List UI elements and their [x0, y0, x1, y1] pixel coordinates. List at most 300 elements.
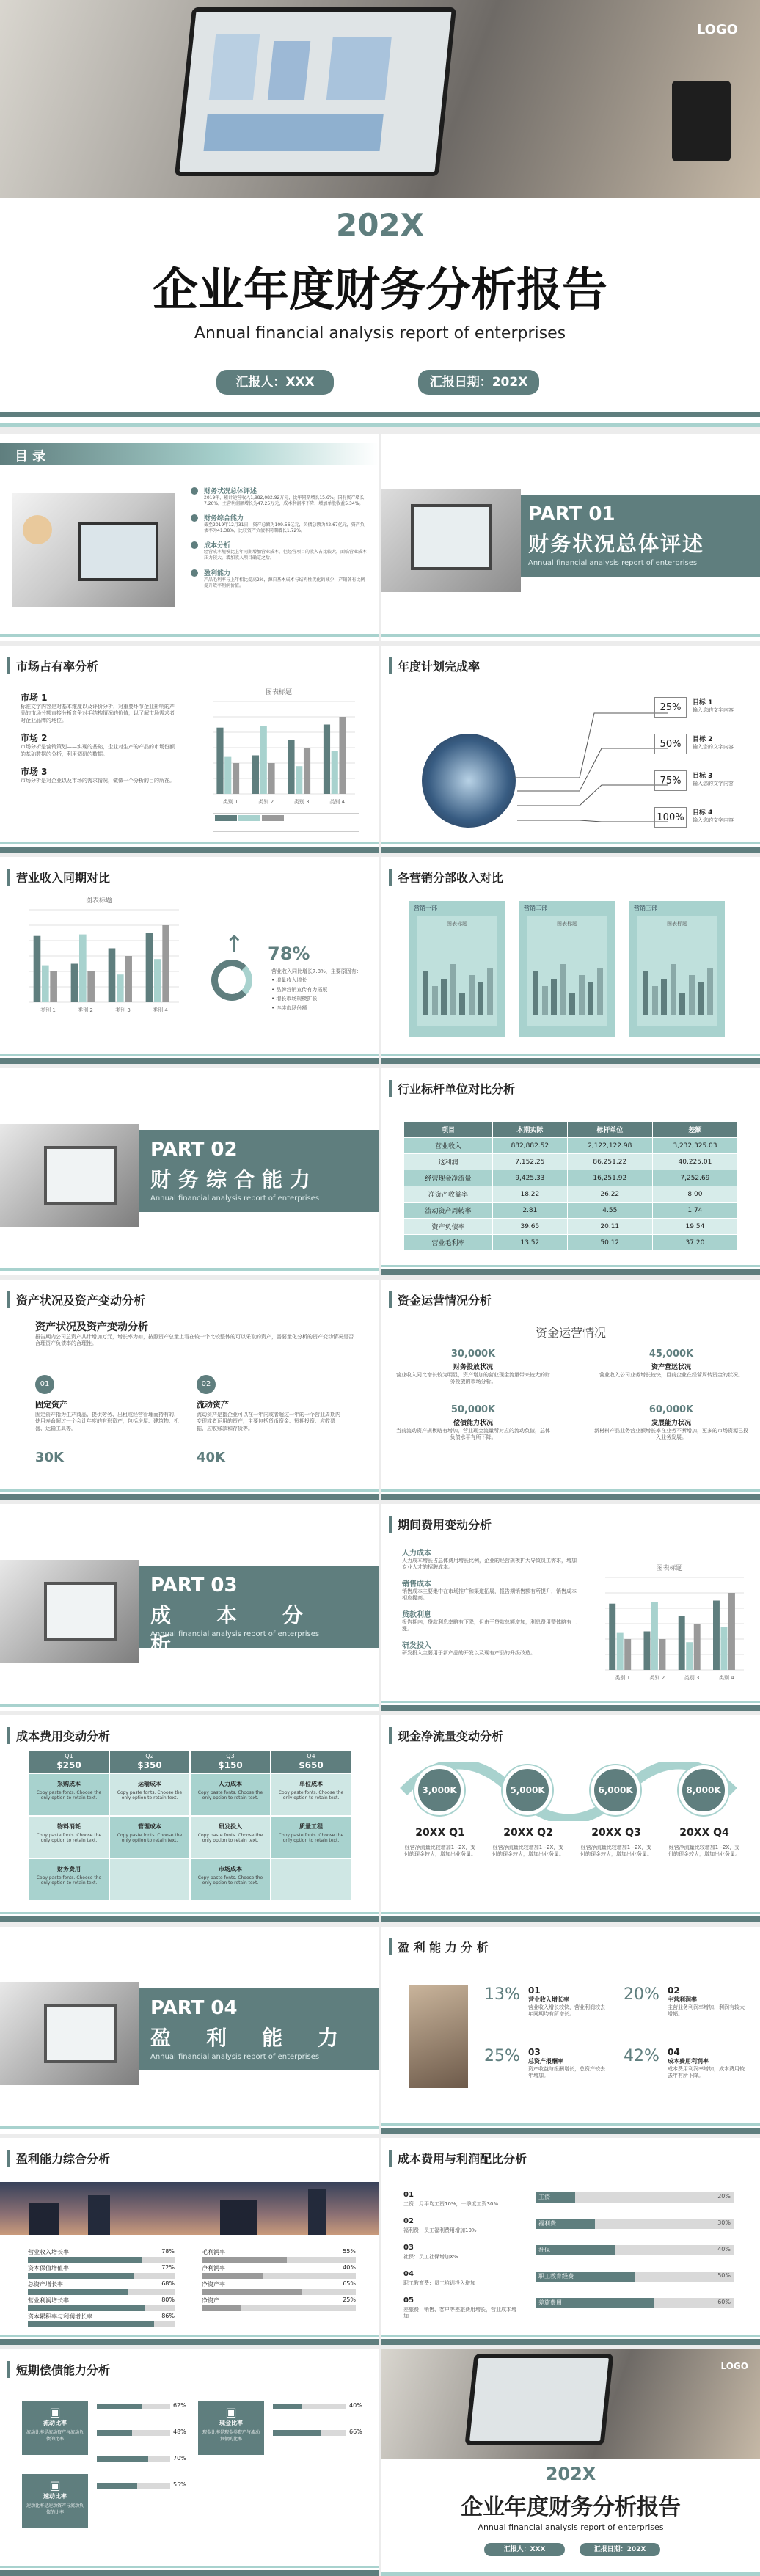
short-bar [273, 2404, 346, 2409]
cover-slide [0, 0, 760, 427]
cp-desc: 差旅费：销售、客户等差旅费用增长，营业成本增加 [403, 2307, 516, 2320]
table-cell: 18.22 [493, 1186, 568, 1203]
part01-en: Annual financial analysis report of enterprises [528, 559, 698, 567]
cost-cell-desc: Copy paste fonts. Choose the only option to retain text. [36, 1833, 102, 1843]
cp-bar-pct: 20% [717, 2193, 731, 2200]
fund-desc: 营业收入公司业务增长较快，目前企业在经营周转资金的状况。 [599, 1372, 743, 1378]
dept-bar [652, 986, 658, 1015]
chart-bar [324, 725, 330, 795]
cost-quarter-value: $350 [137, 1760, 162, 1770]
profit-pct: 25% [484, 2047, 520, 2065]
cp-desc: 工资：月平均工资10%，一季度工资30% [403, 2201, 499, 2207]
revenue-slide [0, 857, 379, 1064]
dept-bar [432, 986, 438, 1015]
chart-tick-label: 类别 2 [78, 1007, 93, 1013]
table-header-cell: 项目 [404, 1122, 493, 1138]
plan-goal-desc: 输入您的文字内容 [693, 707, 734, 713]
short-box [22, 2474, 88, 2528]
cp-bar-label: 工资 [538, 2194, 550, 2200]
asset-number: 02 [197, 1375, 216, 1394]
plan-item [654, 734, 757, 770]
chart-bar [679, 1616, 685, 1671]
progress-fill [202, 2289, 302, 2295]
plan-goal-title: 目标 2 [693, 736, 713, 743]
chart-bar [252, 756, 259, 795]
chart-tick-label: 类别 1 [222, 799, 238, 805]
table-cell: 7,152.25 [493, 1154, 568, 1170]
dept-bar [588, 982, 593, 1015]
chart-bar [694, 1624, 701, 1670]
table-cell: 39.65 [493, 1219, 568, 1235]
progress-bar [28, 2305, 175, 2311]
table-cell: 16,251.92 [567, 1170, 652, 1186]
cost-cell-title: 质量工程 [299, 1823, 323, 1830]
cover-reporter: 汇报人：XXX [216, 370, 334, 395]
revenue-note: • 增长市场规模扩张 [271, 996, 318, 1002]
chart-bar [713, 1601, 720, 1671]
short-bar-fill [97, 2430, 132, 2436]
costProfit-slide [381, 2138, 760, 2345]
progress-label: 资本累积率与利润增长率 [28, 2313, 92, 2320]
cost-cell [191, 1817, 270, 1858]
bench-slide [381, 1068, 760, 1275]
cash-quarter: 20XX Q2 [503, 1827, 553, 1839]
fund-title: 财务投放状况 [453, 1364, 493, 1371]
chart-bar [87, 971, 95, 1002]
chart-bar [332, 751, 338, 794]
cash-quarter: 20XX Q1 [415, 1827, 465, 1839]
toc-item-desc: 截至2019年12月31日，资产总额为109.56亿元，负债总额为42.67亿元，资产负债率为41.38%，比较资产负债率同期增长1.72%。 [204, 522, 365, 534]
table-cell: 7,252.69 [652, 1170, 737, 1186]
chart-tick-label: 类别 2 [258, 799, 274, 805]
cash-slide [381, 1715, 760, 1922]
short-bar [273, 2430, 346, 2436]
chart-bar [125, 956, 132, 1002]
cash-circle: 8,000K [679, 1765, 728, 1815]
table-cell: 3,232,325.03 [652, 1138, 737, 1154]
toc-item [191, 513, 367, 534]
cover-photo [0, 0, 760, 198]
bench-table [403, 1121, 738, 1251]
cash-circle: 5,000K [503, 1765, 552, 1815]
table-cell: 26.22 [567, 1186, 652, 1203]
cp-bar-pct: 50% [717, 2272, 731, 2279]
revenue-note: 营业收入同比增长7.8%，主要原因有： [271, 968, 362, 974]
dept-card-head: 营销一部 [414, 905, 437, 911]
assets-sub: 资产状况及资产变动分析 [35, 1321, 148, 1333]
cash-title: 现金净流量变动分析 [389, 1727, 503, 1744]
progress-bar [202, 2305, 356, 2311]
funds-title: 资金运营情况分析 [389, 1291, 492, 1308]
cost-cell [110, 1859, 189, 1900]
profit-num: 04 [668, 2047, 680, 2057]
dept-bar [441, 979, 447, 1015]
dept-bar [478, 982, 483, 1015]
toc-slide [0, 434, 379, 641]
dept-bar [450, 964, 456, 1015]
plan-goal-desc: 输入您的文字内容 [693, 744, 734, 750]
dept-chart [417, 916, 497, 1026]
dept-card-head: 营销三部 [634, 905, 657, 911]
end-subtitle: Annual financial analysis report of enterprises [478, 2522, 664, 2532]
plan-item [654, 807, 757, 844]
period-item [402, 1577, 578, 1602]
progress-value: 25% [343, 2296, 356, 2303]
plan-title: 年度计划完成率 [389, 657, 480, 674]
revenue-note: • 连续市场份额 [271, 1004, 307, 1011]
plan-pct: 25% [654, 697, 687, 718]
market-item-title: 市场 3 [21, 767, 48, 778]
profitA-slide [381, 1927, 760, 2134]
progress-row [28, 2313, 175, 2329]
progress-bar [202, 2289, 356, 2295]
period-item-title: 研发投入 [402, 1641, 431, 1650]
short-bar [97, 2483, 170, 2489]
profitA-title: 盈 利 能 力 分 析 [389, 1938, 489, 1955]
progress-value: 55% [343, 2248, 356, 2255]
cp-bar-label: 职工教育经费 [538, 2273, 574, 2280]
revenue-chart-title: 图表标题 [85, 897, 112, 905]
chart-bar [233, 763, 239, 794]
chart-tick-label: 类别 3 [115, 1007, 131, 1013]
progress-label: 净资产 [202, 2297, 219, 2304]
chart-bar [304, 748, 310, 794]
cp-num: 04 [403, 2270, 414, 2278]
part03-name: 成本分析 [150, 1603, 349, 1657]
progress-fill [28, 2257, 142, 2263]
dept-bar [560, 964, 566, 1015]
part03-slide [0, 1504, 379, 1711]
end-title: 企业年度财务分析报告 [461, 2495, 681, 2520]
profit-item-desc: 主营业务利润率增加，利润有较大增幅。 [668, 2004, 745, 2018]
cp-bar [536, 2272, 734, 2282]
cp-num: 02 [403, 2217, 414, 2225]
fund-value: 30,000K [450, 1349, 496, 1360]
part02-slide [0, 1068, 379, 1275]
progress-row [28, 2248, 175, 2264]
cost-cell-desc: Copy paste fonts. Choose the only option to retain text. [117, 1790, 183, 1800]
part03-en: Annual financial analysis report of enterprises [150, 1630, 320, 1638]
dept-card [409, 901, 505, 1037]
part03-label: PART 03 [150, 1575, 238, 1597]
period-chart [591, 1573, 748, 1683]
cost-cell [29, 1859, 109, 1900]
market-item [21, 765, 178, 784]
toc-item [191, 540, 367, 561]
profitC-title: 盈利能力综合分析 [7, 2150, 110, 2167]
arrow-up-icon: ↑ [224, 930, 244, 958]
progress-value: 40% [343, 2264, 356, 2271]
cash-desc: 经营净流量比较增加1~2X，支付的现金较大，增加出业务量。 [492, 1845, 564, 1858]
cost-quarter: Q1 [29, 1751, 109, 1773]
dept-chart-title: 图表标题 [557, 921, 577, 927]
cost-cell [271, 1774, 351, 1815]
progress-fill [28, 2289, 128, 2295]
toc-item-title: 财务综合能力 [204, 515, 244, 523]
chart-bar [296, 766, 302, 794]
progress-row [28, 2280, 175, 2296]
plan-goal-desc: 输入您的文字内容 [693, 781, 734, 787]
short-bar [97, 2430, 170, 2436]
profit-pct: 20% [624, 1985, 659, 2004]
short-box-title: 流动比率 [43, 2420, 67, 2426]
table-header-cell: 本期实际 [493, 1122, 568, 1138]
chart-bar [339, 717, 346, 794]
asset-desc: 固定资产指为生产商品、提供劳务、出租或经营管理而持有的，使用寿命超过一个会计年度的有形资产，包括房屋、建筑物、机器、运输工具等。 [35, 1412, 179, 1431]
cost-cell-title: 市场成本 [219, 1866, 242, 1872]
short-bar-fill [273, 2404, 302, 2409]
progress-bar [202, 2273, 356, 2279]
plan-pct: 75% [654, 770, 687, 791]
dept-bar [469, 975, 475, 1015]
table-row [404, 1138, 738, 1154]
chart-bar [50, 971, 57, 1002]
progress-row [28, 2296, 175, 2313]
fund-desc: 新材料产品业务营业额增长率在业务不断增加，更多的市场资源已投入业务发展。 [594, 1428, 748, 1441]
cost-cell [191, 1774, 270, 1815]
short-bar-fill [97, 2404, 142, 2409]
progress-value: 86% [161, 2313, 175, 2319]
short-bar-pct: 40% [349, 2402, 362, 2409]
toc-item-desc: 经营成本规模比上年同期增加营业成本，但经营项目的收入占比较大，面临营业成本压力较大，增加收入项目确定之后。 [204, 550, 368, 561]
toc-item [191, 568, 367, 589]
table-cell: 13.52 [493, 1235, 568, 1251]
funds-sub: 资金运营情况 [535, 1326, 606, 1340]
cost-cell-title: 采购成本 [57, 1781, 81, 1787]
short-bar [97, 2456, 170, 2462]
cost-cell [271, 1859, 351, 1900]
dept-bar [679, 993, 685, 1015]
short-box [198, 2401, 264, 2455]
progress-label: 净资产率 [202, 2281, 225, 2288]
profit-item-title: 主营利润率 [668, 1996, 697, 2003]
table-cell: 40,225.01 [652, 1154, 737, 1170]
plan-goal-title: 目标 3 [693, 773, 713, 780]
table-cell: 882,882.52 [493, 1138, 568, 1154]
bench-title: 行业标杆单位对比分析 [389, 1080, 515, 1097]
cp-bar-label: 差旅费用 [538, 2299, 562, 2306]
progress-label: 总资产增长率 [28, 2281, 63, 2288]
short-bar-pct: 70% [173, 2455, 186, 2462]
short-bar-pct: 48% [173, 2429, 186, 2435]
short-bar-pct: 55% [173, 2481, 186, 2488]
dept-bar [459, 993, 465, 1015]
fund-value: 45,000K [648, 1349, 694, 1360]
dept-bar [487, 968, 493, 1015]
toc-title: 目 录 [15, 449, 46, 464]
profit-item-title: 成本费用利润率 [668, 2058, 709, 2065]
chart-bar [651, 1602, 658, 1670]
chart-bar [71, 964, 78, 1003]
plan-goal-title: 目标 1 [693, 699, 713, 707]
progress-value: 68% [161, 2280, 175, 2287]
chart-bar [117, 974, 124, 1002]
short-box-icon: ▣ [225, 2405, 237, 2419]
chart-tick-label: 类别 3 [293, 799, 310, 805]
profit-item-title: 总资产报酬率 [528, 2058, 563, 2065]
funds-slide [381, 1280, 760, 1500]
cost-cell-title: 研发投入 [219, 1823, 242, 1830]
asset-desc: 流动资产是指企业可以在一年内或者超过一年的一个营业周期内变现或者运用的资产，主要包括货币资金、短期投资、应收票据、应收账款和存货等。 [197, 1412, 340, 1431]
chart-tick-label: 类别 1 [40, 1007, 56, 1013]
period-item-desc: 报告期内，贷款利息率略有下降，但由于贷款总额增加，利息费用整体略有上涨。 [402, 1619, 577, 1632]
short-box-desc: 速动比率是速动资产与流动负债的比率 [26, 2503, 84, 2515]
progress-bar [28, 2257, 175, 2263]
progress-fill [28, 2273, 134, 2279]
chart-bar [109, 949, 116, 1003]
table-header-cell: 标杆单位 [567, 1122, 652, 1138]
part02-en: Annual financial analysis report of enterprises [150, 1194, 320, 1203]
dept-bar [689, 975, 695, 1015]
chart-bar [686, 1642, 693, 1670]
profit-item-desc: 成本费用利润率增加，成本费用较去年有所下降。 [668, 2066, 745, 2079]
cost-quarter: Q4 [271, 1751, 351, 1773]
asset-value: 30K [35, 1450, 64, 1465]
toc-item-title: 盈利能力 [204, 569, 231, 577]
cost-quarter: Q2 [110, 1751, 189, 1773]
table-cell: 8.00 [652, 1186, 737, 1203]
revenue-chart [15, 905, 183, 1015]
period-item [402, 1547, 578, 1572]
cp-bar-label: 社保 [538, 2247, 550, 2253]
table-cell: 这利润 [404, 1154, 493, 1170]
table-cell: 20.11 [567, 1219, 652, 1235]
cover-date: 汇报日期：202X [418, 370, 539, 395]
period-slide [381, 1504, 760, 1711]
revenue-pct: 78% [268, 944, 310, 964]
progress-label: 营业利润增长率 [28, 2297, 69, 2304]
cost-cell-title: 物料消耗 [57, 1823, 81, 1830]
period-item-title: 人力成本 [402, 1550, 431, 1558]
toc-bullet-icon [191, 541, 198, 549]
cost-cell [191, 1859, 270, 1900]
revenue-title: 营业收入同期对比 [7, 869, 110, 886]
chart-bar [288, 740, 294, 795]
part04-name: 盈利能力 [150, 2026, 374, 2050]
growth-ring [211, 960, 252, 1001]
table-cell: 19.54 [652, 1219, 737, 1235]
dept-chart [637, 916, 717, 1026]
dept-bar [661, 979, 667, 1015]
cover-subtitle: Annual financial analysis report of enterprises [194, 324, 566, 343]
chart-bar [617, 1633, 624, 1670]
chart-tick-label: 类别 4 [719, 1675, 734, 1681]
chart-bar [659, 1639, 666, 1670]
period-chart-title: 图表标题 [656, 1565, 683, 1572]
short-box-desc: 流动比率是流动资产与流动负债的比率 [26, 2430, 84, 2442]
profit-item-desc: 资产收益与报酬增长，总资产较去年增加。 [528, 2066, 605, 2079]
part02-label: PART 02 [150, 1139, 238, 1161]
fund-title: 偿债能力状况 [453, 1420, 493, 1427]
toc-bullet-icon [191, 487, 198, 495]
cost-cell-title: 财务费用 [57, 1866, 81, 1872]
cp-desc: 职工教育费：员工培训投入增加 [403, 2280, 475, 2286]
cash-quarter: 20XX Q3 [591, 1827, 641, 1839]
cash-circle: 3,000K [414, 1765, 464, 1815]
market-chart-title: 图表标题 [265, 689, 292, 696]
market-title: 市场占有率分析 [7, 657, 98, 674]
dept-bar [707, 968, 713, 1015]
assets-slide [0, 1280, 379, 1500]
period-item-desc: 销售成本主要集中在市场推广和渠道拓展，报告期销售额有所提升，销售成本相应提高。 [402, 1588, 577, 1602]
short-bar-fill [273, 2430, 321, 2436]
cost-quarter-value: $150 [218, 1760, 243, 1770]
dept-bar [671, 964, 676, 1015]
cost-cell [29, 1774, 109, 1815]
progress-value: 65% [343, 2280, 356, 2287]
part04-slide [0, 1927, 379, 2134]
short-bar-pct: 62% [173, 2402, 186, 2409]
part01-slide [381, 434, 760, 641]
table-cell: 净资产收益率 [404, 1186, 493, 1203]
cp-bar [536, 2245, 734, 2255]
progress-fill [202, 2305, 241, 2311]
cost-cell [29, 1817, 109, 1858]
progress-bar [28, 2289, 175, 2295]
profit-pct: 42% [624, 2047, 659, 2065]
cost-cell [110, 1774, 189, 1815]
dept-bar [569, 993, 575, 1015]
table-cell: 86,251.22 [567, 1154, 652, 1170]
progress-fill [202, 2257, 287, 2263]
progress-bar [28, 2273, 175, 2279]
chart-tick-label: 类别 2 [649, 1675, 665, 1681]
cp-bar [536, 2298, 734, 2308]
dept-bar [597, 968, 603, 1015]
dept-bar [542, 986, 548, 1015]
table-cell: 营业收入 [404, 1138, 493, 1154]
end-logo: LOGO [720, 2361, 748, 2371]
toc-item [191, 486, 367, 507]
table-row [404, 1219, 738, 1235]
cost-slide [0, 1715, 379, 1922]
chart-bar [224, 757, 231, 794]
cp-bar-pct: 30% [717, 2219, 731, 2226]
dept-card-head: 营销二部 [524, 905, 547, 911]
profit-num: 02 [668, 1985, 680, 1996]
progress-label: 毛利润率 [202, 2249, 225, 2255]
cost-cell-desc: Copy paste fonts. Choose the only option to retain text. [197, 1833, 263, 1843]
cash-desc: 经营净流量比较增加1~2X，支付的现金较大，增加出业务量。 [404, 1845, 476, 1858]
cost-cell-desc: Copy paste fonts. Choose the only option to retain text. [36, 1875, 102, 1886]
period-item-desc: 人力成本增长占总体费用增长比例，企业的经营规模扩大导致员工需求，增加专业人才的招聘成本。 [402, 1558, 577, 1571]
progress-fill [202, 2273, 263, 2279]
chart-bar [268, 763, 274, 794]
plan-item [654, 697, 757, 734]
part01-label: PART 01 [528, 503, 615, 525]
market-slide [0, 646, 379, 853]
period-title: 期间费用变动分析 [389, 1516, 492, 1533]
short-box-icon: ▣ [49, 2405, 61, 2419]
fund-title: 资产营运状况 [651, 1364, 691, 1371]
cp-num: 03 [403, 2244, 414, 2252]
table-cell: 营业毛利率 [404, 1235, 493, 1251]
profit-item-title: 营业收入增长率 [528, 1996, 569, 2003]
table-header-row [404, 1122, 738, 1138]
tablet-image [175, 7, 456, 176]
part01-name: 财务状况总体评述 [528, 532, 705, 556]
fund-title: 发展能力状况 [651, 1420, 691, 1427]
profit-item-desc: 营业收入增长较快，营业利润较去年同期均有所增长。 [528, 2004, 605, 2018]
plan-goal-desc: 输入您的文字内容 [693, 817, 734, 823]
dept-bar [533, 971, 538, 1015]
progress-fill [28, 2321, 154, 2327]
cost-cell-desc: Copy paste fonts. Choose the only option to retain text. [117, 1833, 183, 1843]
progress-label: 净利润率 [202, 2265, 225, 2272]
table-cell: 9,425.33 [493, 1170, 568, 1186]
part03-photo [0, 1560, 139, 1663]
short-title: 短期偿债能力分析 [7, 2361, 110, 2378]
